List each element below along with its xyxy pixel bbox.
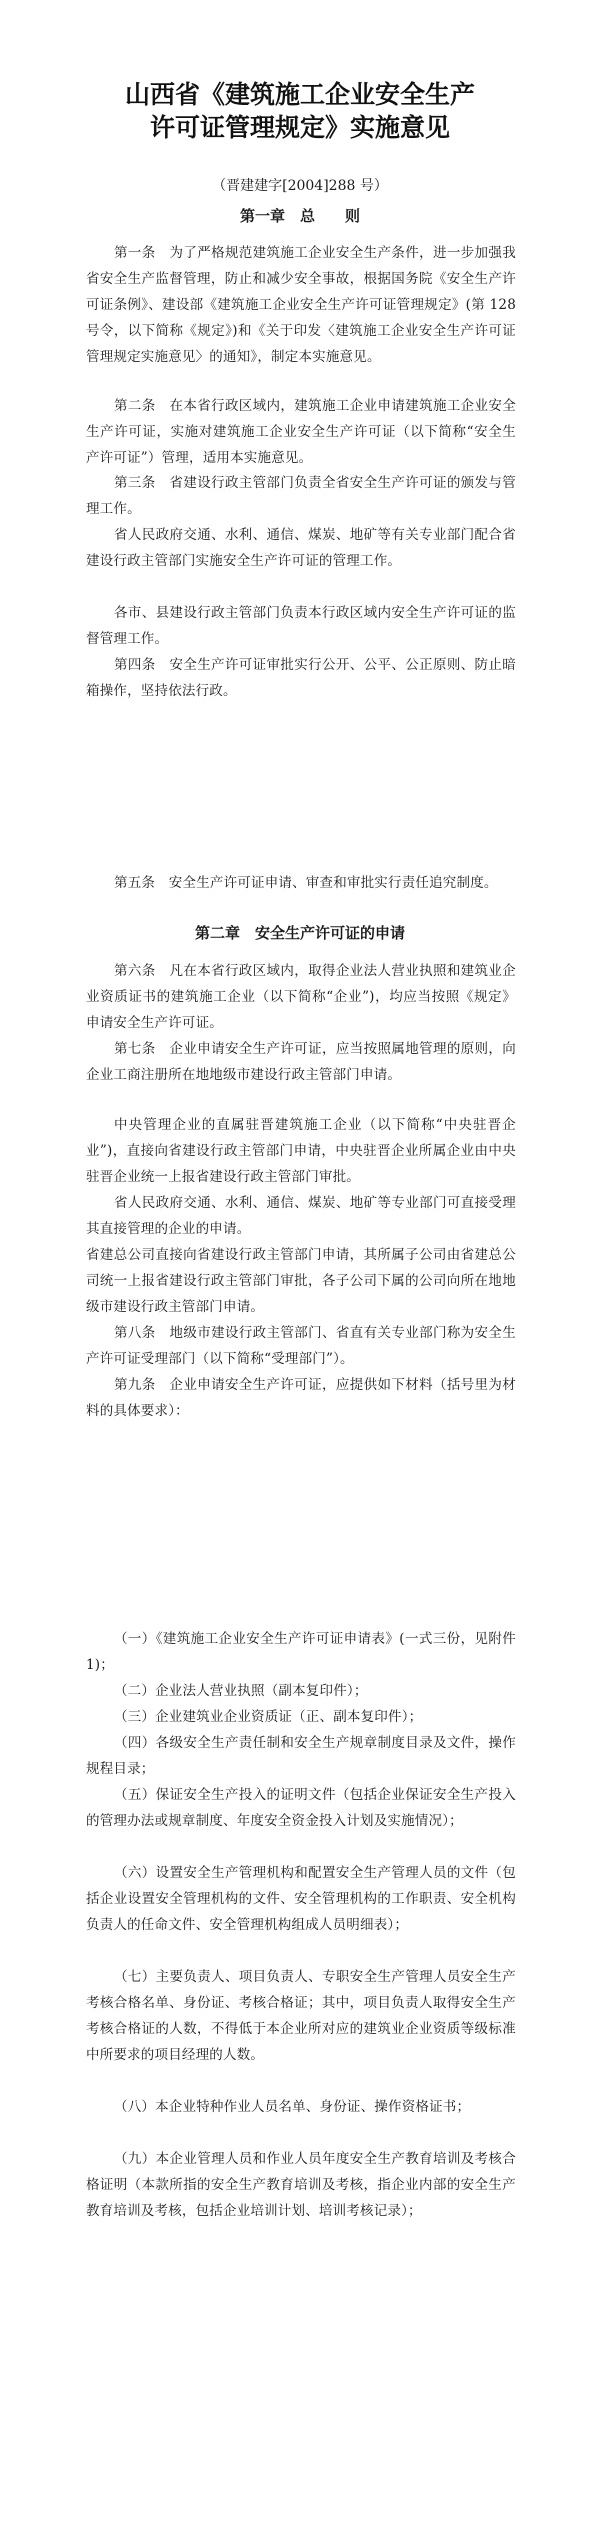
list-item-6: （六）设置安全生产管理机构和配置安全生产管理人员的文件（包括企业设置安全管理机构的文件、安全管理机构的工作职责、安全机构负责人的任命文件、安全管理机构组成人员明细表）； xyxy=(86,1865,516,1933)
document-title-line2: 许可证管理规定》实施意见 xyxy=(149,113,450,142)
list-item-5: （五）保证安全生产投入的证明文件（包括企业保证安全生产投入的管理办法或规章制度、年度安全资金投入计划及实施情况）； xyxy=(86,1787,516,1829)
chapter-2-heading: 第二章 安全生产许可证的申请 xyxy=(194,924,405,942)
article-8: 第八条 地级市建设行政主管部门、省直有关专业部门称为安全生产许可证受理部门（以下简称“受理部门”）。 xyxy=(86,1325,516,1367)
article-7-paragraph-2: 中央管理企业的直属驻晋建筑施工企业（以下简称“中央驻晋企业”)，直接向省建设行政主管部门申请，中央驻晋企业所属企业由中央驻晋企业统一上报省建设行政主管部门审批。 xyxy=(86,1117,516,1185)
article-3-paragraph-3: 各市、县建设行政主管部门负责本行政区域内安全生产许可证的监督管理工作。 xyxy=(86,605,516,647)
list-item-2: （二）企业法人营业执照（副本复印件）； xyxy=(114,1683,368,1699)
article-3-paragraph-2: 省人民政府交通、水利、通信、煤炭、地矿等有关专业部门配合省建设行政主管部门实施安全生产许可证的管理工作。 xyxy=(86,527,516,569)
document-title-line1: 山西省《建筑施工企业安全生产 xyxy=(124,80,475,109)
list-item-7: （七）主要负责人、项目负责人、专职安全生产管理人员安全生产考核合格名单、身份证、考核合格证；其中，项目负责人取得安全生产考核合格证的人数，不得低于本企业所对应的建筑业企业资质等级标准中所要求的项目经理的人数。 xyxy=(86,1969,516,2063)
article-7-paragraph-3: 省人民政府交通、水利、通信、煤炭、地矿等专业部门可直接受理其直接管理的企业的申请。 xyxy=(86,1195,516,1237)
chapter-1-heading: 第一章 总 则 xyxy=(239,207,360,225)
article-6: 第六条 凡在本省行政区域内，取得企业法人营业执照和建筑业企业资质证书的建筑施工企业（以下简称“企业”)，均应当按照《规定》申请安全生产许可证。 xyxy=(86,963,516,1031)
document-number: （晋建建字[2004]288 号） xyxy=(212,178,388,194)
list-item-1: （一）《建筑施工企业安全生产许可证申请表》(一式三份，见附件 1)； xyxy=(86,1631,516,1673)
article-7-paragraph-4: 省建总公司直接向省建设行政主管部门申请，其所属子公司由省建总公司统一上报省建设行政主管部门审批，各子公司下属的公司向所在地地级市建设行政主管部门申请。 xyxy=(86,1247,516,1315)
list-item-9: （九）本企业管理人员和作业人员年度安全生产教育培训及考核合格证明（本款所指的安全生产教育培训及考核，指企业内部的安全生产教育培训及考核，包括企业培训计划、培训考核记录）； xyxy=(86,2151,516,2219)
article-7: 第七条 企业申请安全生产许可证，应当按照属地管理的原则，向企业工商注册所在地地级市建设行政主管部门申请。 xyxy=(86,1041,516,1083)
article-2: 第二条 在本省行政区域内，建筑施工企业申请建筑施工企业安全生产许可证，实施对建筑施工企业安全生产许可证（以下简称“安全生产许可证”）管理，适用本实施意见。 xyxy=(86,398,516,466)
article-1: 第一条 为了严格规范建筑施工企业安全生产条件，进一步加强我省安全生产监督管理，防止和减少安全事故，根据国务院《安全生产许可证条例》、建设部《建筑施工企业安全生产许可证管理规定》(第 128 号令，以下简称《规定》)和《关于印发〈建筑施工企业安全生产许可证管理规定实施意见〉的通知》，制定本实施意见。 xyxy=(86,245,516,365)
list-item-3: （三）企业建筑业企业资质证（正、副本复印件）； xyxy=(114,1709,423,1725)
list-item-4: （四）各级安全生产责任制和安全生产规章制度目录及文件，操作规程目录； xyxy=(86,1735,516,1777)
list-item-8: （八）本企业特种作业人员名单、身份证、操作资格证书； xyxy=(114,2099,471,2115)
article-3: 第三条 省建设行政主管部门负责全省安全生产许可证的颁发与管理工作。 xyxy=(86,475,516,517)
article-9: 第九条 企业申请安全生产许可证，应提供如下材料（括号里为材料的具体要求）： xyxy=(86,1377,516,1419)
article-4: 第四条 安全生产许可证审批实行公开、公平、公正原则、防止暗箱操作，坚持依法行政。 xyxy=(86,657,516,699)
article-5: 第五条 安全生产许可证申请、审查和审批实行责任追究制度。 xyxy=(114,875,498,891)
